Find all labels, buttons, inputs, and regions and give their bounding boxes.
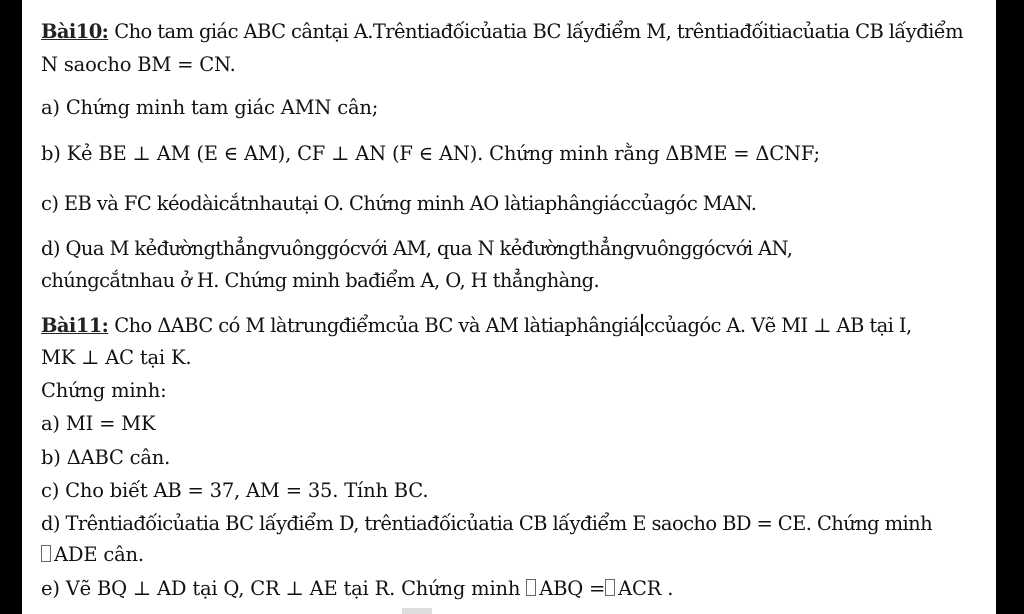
bai11-part-d-text: ADE cân. — [54, 543, 144, 566]
bai10-part-d-line-2: chúngcắtnhau ở H. Chứng minh bađiểm A, O, H thẳnghàng. — [41, 269, 600, 292]
bai10-line-2: N saocho BM = CN. — [41, 53, 236, 76]
document-page — [22, 0, 996, 614]
missing-glyph-box — [605, 579, 615, 596]
missing-glyph-box — [41, 545, 51, 562]
bai10-title: Bài10: — [41, 20, 109, 43]
bai11-line-2: MK ⊥ AC tại K. — [41, 346, 192, 369]
bai11-part-d-line-1: d) Trêntiađốicủatia BC lấyđiểm D, trêntiađốicủatia CB lấyđiểm E saocho BD = CE. Chứng minh — [41, 512, 933, 535]
bai11-statement-b: ccủagóc A. Vẽ MI ⊥ AB tại I, — [643, 314, 912, 337]
bai10-statement: Cho tam giác ABC cântại A.Trêntiađốicủatia BC lấyđiểm M, trêntiađốitiacủatia CB lấyđiểm — [114, 20, 963, 43]
bai10-line-1 — [41, 19, 963, 45]
bai11-title: Bài11: — [41, 314, 109, 337]
missing-glyph-box — [526, 579, 536, 596]
bai10-part-b: b) Kẻ BE ⊥ AM (E ∈ AM), CF ⊥ AN (F ∈ AN). Chứng minh rằng ΔBME = ΔCNF; — [41, 142, 820, 165]
bai11-part-d-line-2 — [41, 542, 144, 568]
bai11-line-1 — [41, 313, 912, 339]
bai11-part-e-left: ABQ = — [539, 577, 606, 600]
bai10-part-a: a) Chứng minh tam giác AMN cân; — [41, 96, 379, 119]
bai10-part-d-line-1: d) Qua M kẻđườngthẳngvuônggócvới AM, qua N kẻđườngthẳngvuônggócvới AN, — [41, 237, 793, 260]
bai11-part-a: a) MI = MK — [41, 412, 156, 435]
bai11-part-b: b) ΔABC cân. — [41, 446, 171, 469]
bai11-part-e-text: e) Vẽ BQ ⊥ AD tại Q, CR ⊥ AE tại R. Chứng minh — [41, 577, 521, 600]
bai11-statement-a: Cho ΔABC có M làtrungđiểmcủa BC và AM làtiaphângiá — [114, 314, 640, 337]
page-edge-mark — [402, 608, 432, 614]
bai11-part-e — [41, 576, 673, 602]
bai11-chung-minh: Chứng minh: — [41, 379, 167, 402]
bai11-part-e-right: ACR . — [618, 577, 674, 600]
text-cursor[interactable] — [641, 314, 643, 336]
bai10-part-c: c) EB và FC kéodàicắtnhautại O. Chứng minh AO làtiaphângiáccủagóc MAN. — [41, 192, 757, 215]
bai11-part-c: c) Cho biết AB = 37, AM = 35. Tính BC. — [41, 479, 429, 502]
